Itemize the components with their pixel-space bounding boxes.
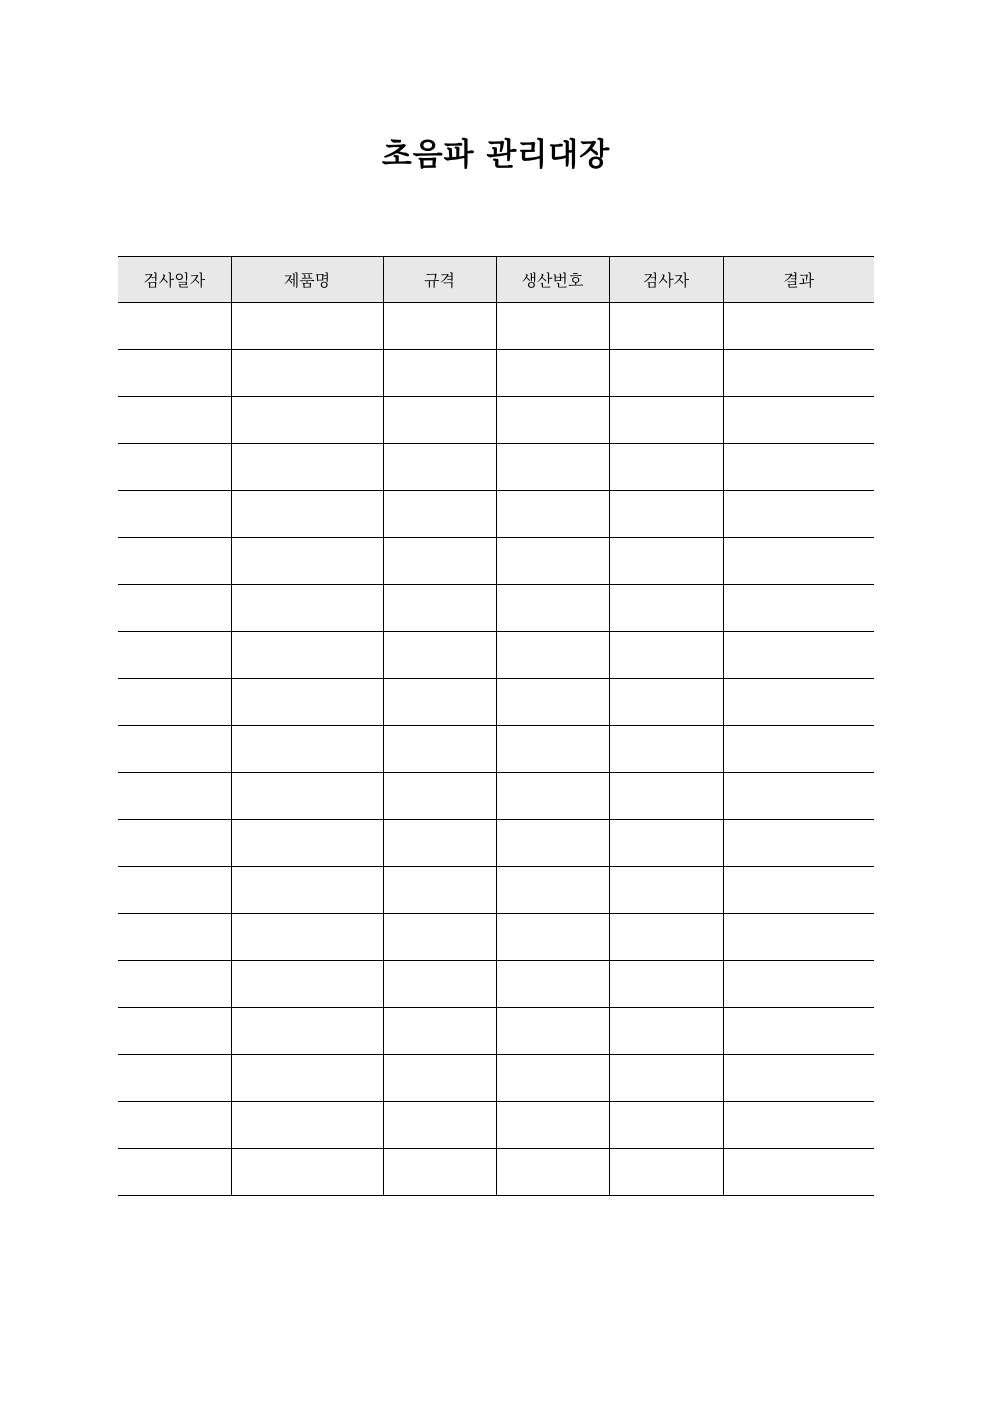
inspection-date-cell xyxy=(118,1102,231,1149)
production-number-cell xyxy=(496,1055,609,1102)
result-cell xyxy=(723,1055,874,1102)
specification-cell xyxy=(383,350,496,397)
table-row xyxy=(118,303,874,350)
production-number-cell xyxy=(496,679,609,726)
specification-cell xyxy=(383,585,496,632)
specification-cell xyxy=(383,961,496,1008)
production-number-cell xyxy=(496,1149,609,1196)
inspector-cell xyxy=(609,585,723,632)
table-row xyxy=(118,726,874,773)
inspection-date-cell xyxy=(118,1055,231,1102)
inspector-cell xyxy=(609,820,723,867)
result-cell xyxy=(723,867,874,914)
result-cell xyxy=(723,632,874,679)
table-header-row xyxy=(118,257,874,303)
production-number-cell xyxy=(496,773,609,820)
product-name-cell xyxy=(231,585,383,632)
table-row xyxy=(118,491,874,538)
specification-cell xyxy=(383,538,496,585)
production-number-cell xyxy=(496,585,609,632)
result-cell xyxy=(723,585,874,632)
table-row xyxy=(118,1008,874,1055)
inspection-date-cell xyxy=(118,585,231,632)
product-name-cell xyxy=(231,961,383,1008)
table-row xyxy=(118,820,874,867)
product-name-cell xyxy=(231,303,383,350)
specification-cell xyxy=(383,726,496,773)
specification-cell xyxy=(383,1102,496,1149)
inspection-date-cell xyxy=(118,538,231,585)
result-cell xyxy=(723,397,874,444)
product-name-cell xyxy=(231,1055,383,1102)
production-number-cell xyxy=(496,538,609,585)
product-name-cell xyxy=(231,1102,383,1149)
inspection-date-cell xyxy=(118,914,231,961)
inspector-cell xyxy=(609,726,723,773)
table-row xyxy=(118,585,874,632)
product-name-cell xyxy=(231,350,383,397)
product-name-cell xyxy=(231,726,383,773)
result-cell xyxy=(723,1149,874,1196)
production-number-cell xyxy=(496,303,609,350)
table-row xyxy=(118,1102,874,1149)
inspector-cell xyxy=(609,914,723,961)
table-row xyxy=(118,350,874,397)
specification-cell xyxy=(383,820,496,867)
inspection-date-cell xyxy=(118,773,231,820)
column-header-production-number: 생산번호 xyxy=(496,257,609,303)
inspection-date-cell xyxy=(118,867,231,914)
inspector-cell xyxy=(609,538,723,585)
specification-cell xyxy=(383,1149,496,1196)
result-cell xyxy=(723,679,874,726)
specification-cell xyxy=(383,397,496,444)
specification-cell xyxy=(383,867,496,914)
production-number-cell xyxy=(496,350,609,397)
table-row xyxy=(118,632,874,679)
table-row xyxy=(118,1149,874,1196)
result-cell xyxy=(723,350,874,397)
table-row xyxy=(118,397,874,444)
product-name-cell xyxy=(231,632,383,679)
product-name-cell xyxy=(231,914,383,961)
inspector-cell xyxy=(609,397,723,444)
production-number-cell xyxy=(496,726,609,773)
specification-cell xyxy=(383,632,496,679)
ledger-body xyxy=(118,303,874,1196)
production-number-cell xyxy=(496,632,609,679)
inspection-date-cell xyxy=(118,444,231,491)
column-header-inspection-date: 검사일자 xyxy=(118,257,231,303)
ledger-table xyxy=(118,256,874,1196)
production-number-cell xyxy=(496,914,609,961)
inspector-cell xyxy=(609,867,723,914)
table-row xyxy=(118,679,874,726)
table-row xyxy=(118,538,874,585)
table-row xyxy=(118,867,874,914)
specification-cell xyxy=(383,303,496,350)
inspection-date-cell xyxy=(118,726,231,773)
production-number-cell xyxy=(496,867,609,914)
product-name-cell xyxy=(231,773,383,820)
result-cell xyxy=(723,1102,874,1149)
specification-cell xyxy=(383,773,496,820)
production-number-cell xyxy=(496,961,609,1008)
inspection-date-cell xyxy=(118,303,231,350)
specification-cell xyxy=(383,914,496,961)
table-row xyxy=(118,1055,874,1102)
inspector-cell xyxy=(609,1102,723,1149)
inspection-date-cell xyxy=(118,632,231,679)
inspector-cell xyxy=(609,1008,723,1055)
inspection-date-cell xyxy=(118,820,231,867)
page-title: 초음파 관리대장 xyxy=(381,137,611,173)
column-header-specification: 규격 xyxy=(383,257,496,303)
specification-cell xyxy=(383,1008,496,1055)
column-header-product-name: 제품명 xyxy=(231,257,383,303)
production-number-cell xyxy=(496,1102,609,1149)
result-cell xyxy=(723,303,874,350)
product-name-cell xyxy=(231,444,383,491)
specification-cell xyxy=(383,491,496,538)
product-name-cell xyxy=(231,867,383,914)
product-name-cell xyxy=(231,397,383,444)
product-name-cell xyxy=(231,820,383,867)
product-name-cell xyxy=(231,679,383,726)
product-name-cell xyxy=(231,491,383,538)
result-cell xyxy=(723,444,874,491)
result-cell xyxy=(723,773,874,820)
inspector-cell xyxy=(609,773,723,820)
inspector-cell xyxy=(609,632,723,679)
table-row xyxy=(118,914,874,961)
inspector-cell xyxy=(609,679,723,726)
production-number-cell xyxy=(496,491,609,538)
inspector-cell xyxy=(609,303,723,350)
inspector-cell xyxy=(609,444,723,491)
table-row xyxy=(118,961,874,1008)
result-cell xyxy=(723,538,874,585)
result-cell xyxy=(723,726,874,773)
inspection-date-cell xyxy=(118,397,231,444)
inspection-date-cell xyxy=(118,961,231,1008)
product-name-cell xyxy=(231,1149,383,1196)
inspection-date-cell xyxy=(118,491,231,538)
product-name-cell xyxy=(231,538,383,585)
production-number-cell xyxy=(496,820,609,867)
production-number-cell xyxy=(496,444,609,491)
inspection-date-cell xyxy=(118,1149,231,1196)
production-number-cell xyxy=(496,397,609,444)
inspector-cell xyxy=(609,961,723,1008)
column-header-inspector: 검사자 xyxy=(609,257,723,303)
table-row xyxy=(118,444,874,491)
specification-cell xyxy=(383,1055,496,1102)
product-name-cell xyxy=(231,1008,383,1055)
specification-cell xyxy=(383,679,496,726)
inspector-cell xyxy=(609,491,723,538)
specification-cell xyxy=(383,444,496,491)
column-header-result: 결과 xyxy=(723,257,874,303)
inspection-date-cell xyxy=(118,679,231,726)
inspection-date-cell xyxy=(118,350,231,397)
result-cell xyxy=(723,820,874,867)
inspection-date-cell xyxy=(118,1008,231,1055)
inspector-cell xyxy=(609,1149,723,1196)
result-cell xyxy=(723,1008,874,1055)
result-cell xyxy=(723,961,874,1008)
result-cell xyxy=(723,491,874,538)
inspector-cell xyxy=(609,350,723,397)
production-number-cell xyxy=(496,1008,609,1055)
result-cell xyxy=(723,914,874,961)
inspector-cell xyxy=(609,1055,723,1102)
table-row xyxy=(118,773,874,820)
